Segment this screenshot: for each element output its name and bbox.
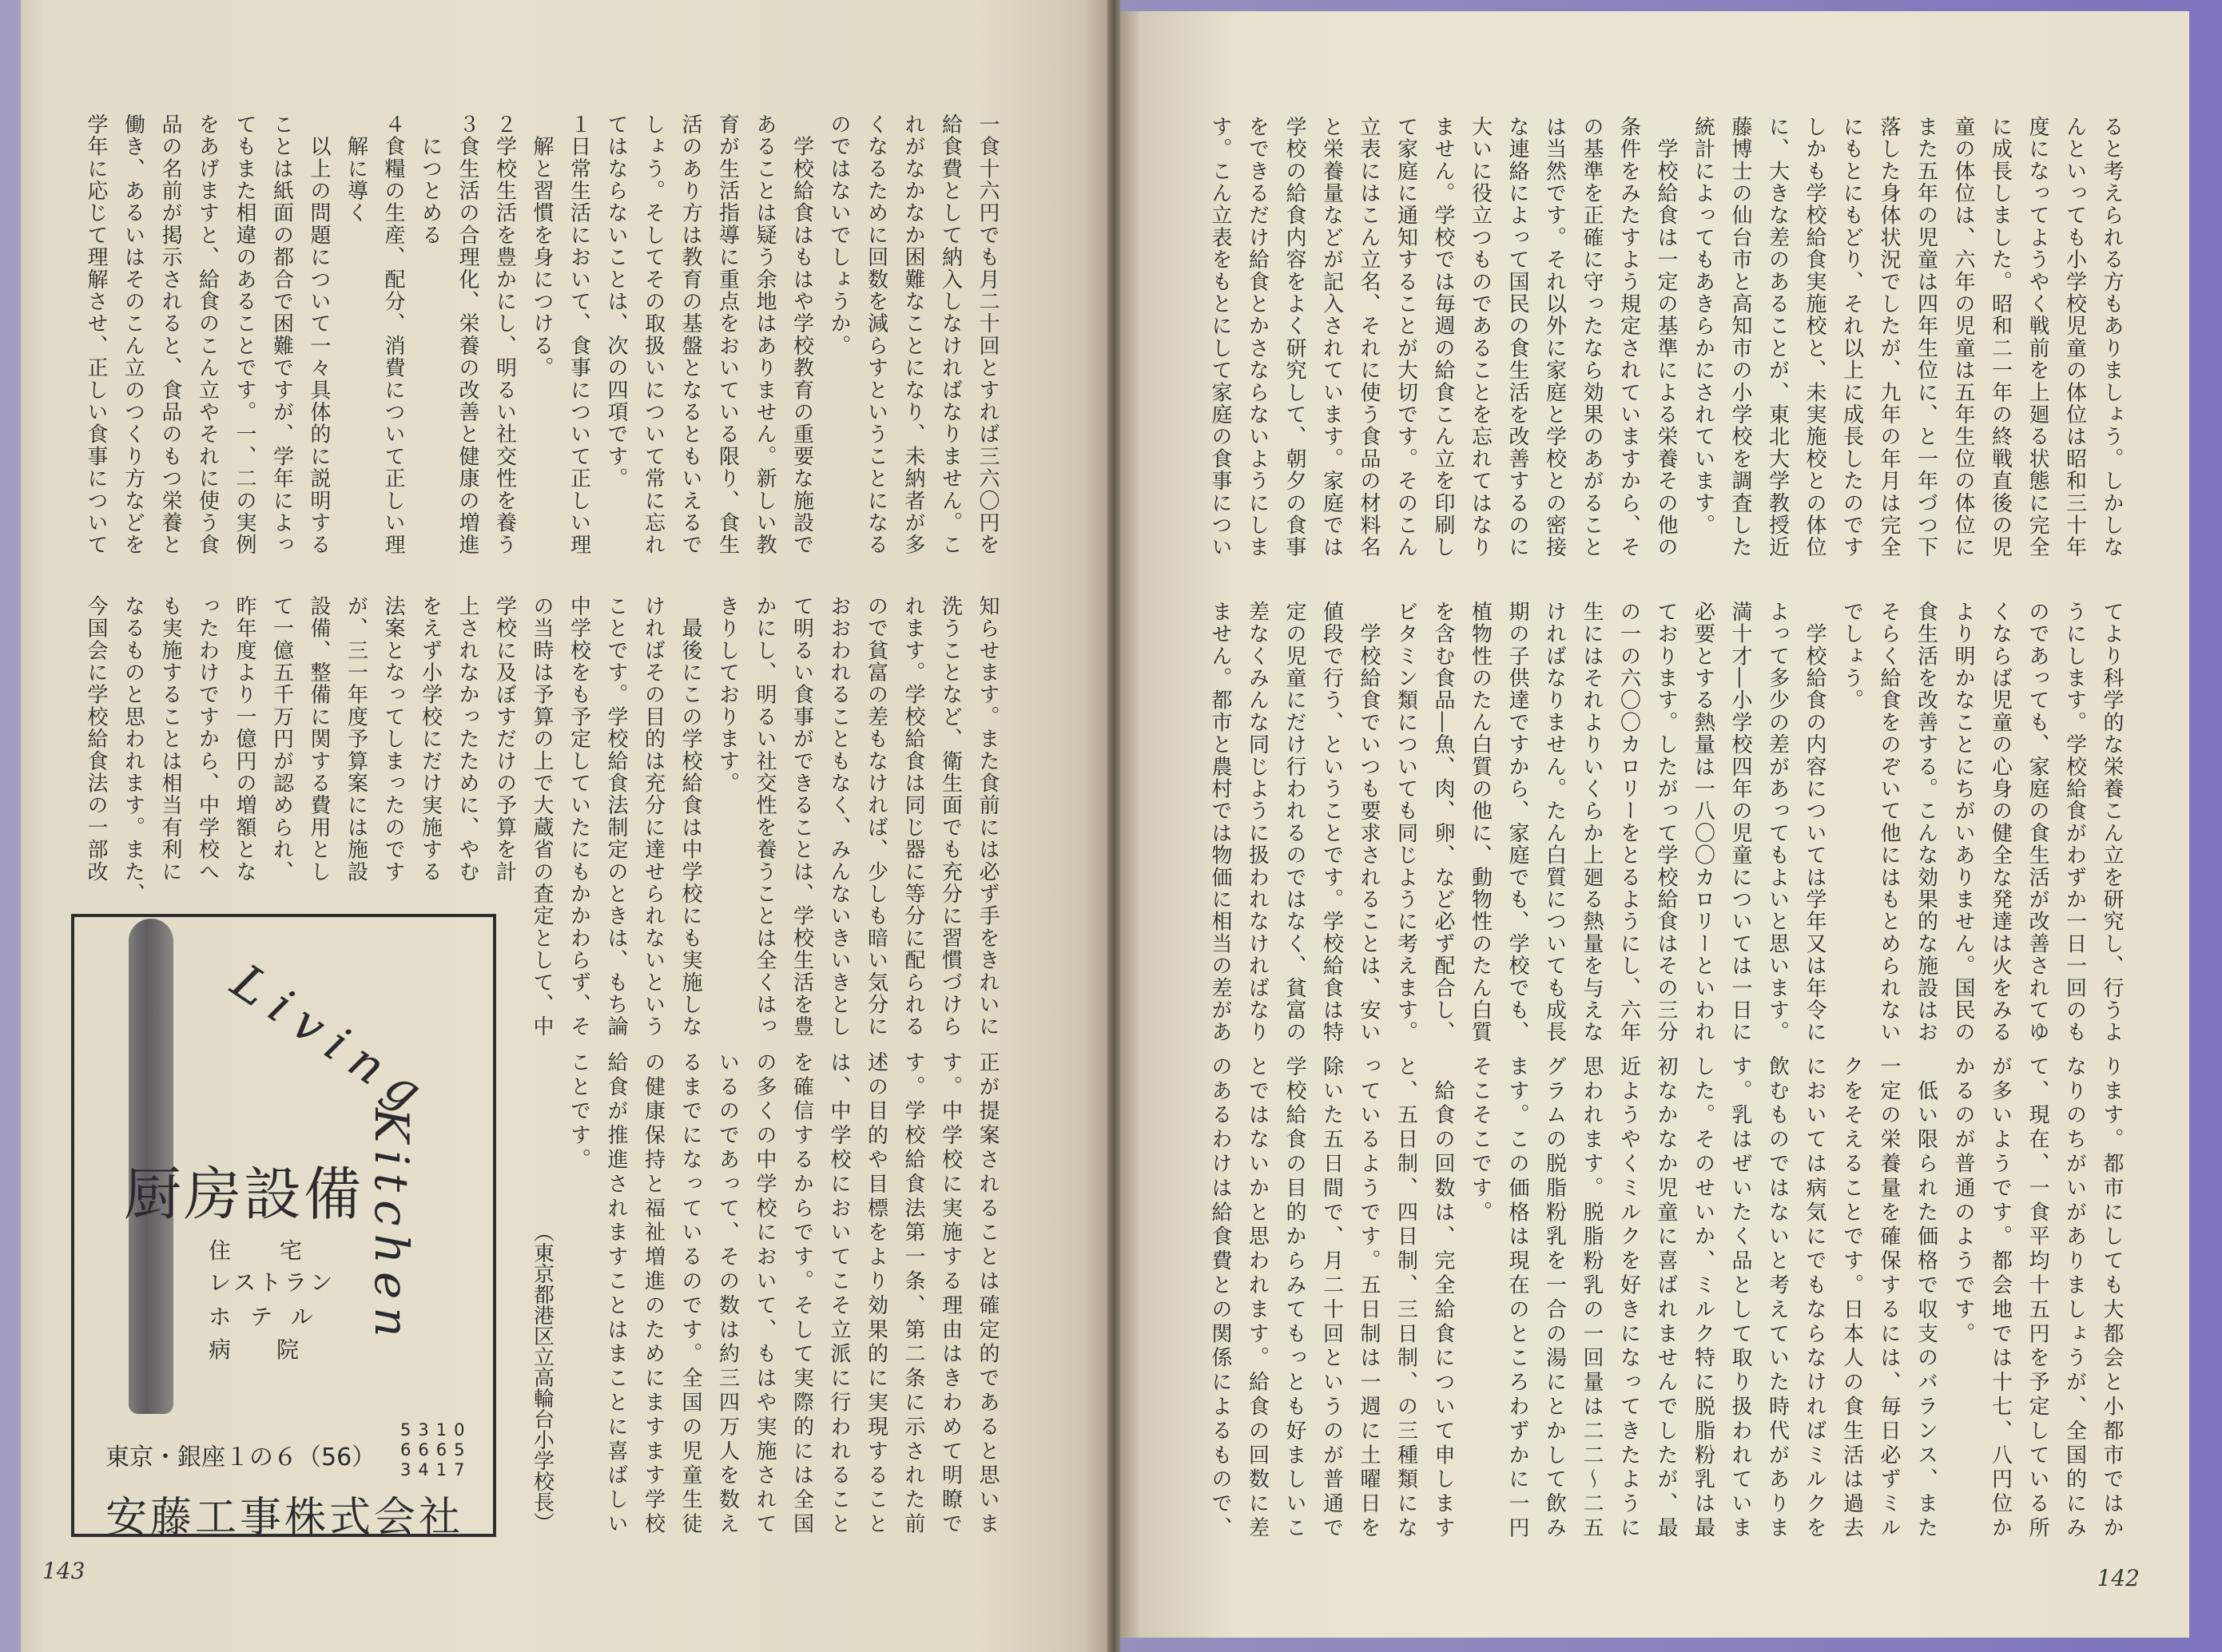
text-column: においては病気にでもならなければミルクを bbox=[1803, 1055, 1826, 1541]
ad-phone-numbers bbox=[400, 1420, 471, 1480]
text-column: は当然です。それ以外に家庭と学校との密接 bbox=[1542, 116, 1567, 558]
text-column: て、現在、一食平均十五円を予定している所 bbox=[2025, 1055, 2049, 1541]
text-column: そらく給食をのぞいて他にはもとめられない bbox=[1877, 601, 1901, 1043]
text-column: おおわれることもなく、みんないきいきとし bbox=[827, 595, 851, 1038]
text-column: 最後にこの学校給食は中学校にも実施しな bbox=[678, 595, 702, 1038]
ad-use-item: レストラン bbox=[209, 1269, 336, 1296]
text-column: 給食が推進されますことはまことに喜ばしい bbox=[604, 1051, 628, 1537]
text-column: ません。都市と農村では物価に相当の差があ bbox=[1208, 601, 1232, 1043]
author-affiliation: （東京都港区立高輪台小学校長） bbox=[530, 1221, 555, 1533]
text-column: が多いようです。都会地では十七、八円位か bbox=[1988, 1055, 2013, 1541]
text-column: 給食の回数は、完全給食について申します bbox=[1431, 1055, 1455, 1541]
text-column: 初なかなか児童に喜ばれませんでしたが、最 bbox=[1654, 1055, 1678, 1541]
text-column: が、三一年度予算案には施設 bbox=[344, 595, 368, 884]
text-column: しかも学校給食実施校と、未実施校との体位 bbox=[1803, 116, 1826, 558]
text-column: れがなかなか困難なことになり、未納者が多 bbox=[901, 113, 925, 556]
text-column: っているようです。五日制は一週に土曜日を bbox=[1357, 1055, 1381, 1541]
text-column: 差なくみんな同じように扱われなければなり bbox=[1245, 601, 1270, 1043]
text-column: 学校給食でいつも要求されることは、安い bbox=[1357, 601, 1381, 1043]
ad-heading: 厨房設備 bbox=[124, 1161, 364, 1228]
text-column: のであっても、家庭の食生活が改善されてゆ bbox=[2025, 601, 2049, 1043]
text-column: 洗うことなど、衛生面でも充分に習慣づけら bbox=[938, 595, 963, 1038]
text-column: 解と習慣を身につける。 bbox=[530, 113, 554, 379]
text-column: 飲むものではないと考えていた時代がありま bbox=[1765, 1055, 1790, 1541]
text-column: 近ようやくミルクを好きになってきたように bbox=[1616, 1055, 1641, 1541]
text-column: 今国会に学校給食法の一部改 bbox=[84, 595, 108, 884]
text-column: 食生活を改善する。こんな効果的な施設はお bbox=[1914, 601, 1938, 1043]
text-column: 値段で行う、ということです。学校給食は特 bbox=[1319, 601, 1344, 1043]
text-column: そこそこです。 bbox=[1468, 1055, 1493, 1225]
text-column: ております。したがって学校給食はその三分 bbox=[1654, 601, 1678, 1043]
text-column: ことです。学校給食法制定のときは、もち論 bbox=[604, 595, 628, 1038]
text-column: 以上の問題について一々具体的に説明する bbox=[307, 113, 331, 556]
text-column: いるのであって、その数は約三四万人を数え bbox=[715, 1051, 740, 1537]
text-column: 法案となってしまったのです bbox=[381, 595, 405, 884]
text-column: 学校給食の目的からみてもっとも好ましいこ bbox=[1282, 1055, 1306, 1541]
text-column: １日常生活において、食事について正しい理 bbox=[566, 113, 591, 556]
page-number: 142 bbox=[2097, 1565, 2140, 1591]
text-column: 落した身体状況でしたが、九年の年月は完全 bbox=[1877, 116, 1901, 558]
left-page bbox=[21, 0, 1114, 1652]
ad-company-name: 安藤工事株式会社 bbox=[105, 1494, 464, 1542]
text-column: ければなりません。たん白質についても成長 bbox=[1542, 601, 1567, 1043]
text-column: 統計によってもあきらかにされています。 bbox=[1691, 116, 1715, 537]
text-column: 給食費として納入しなければなりません。こ bbox=[938, 113, 963, 556]
text-column: てもまた相違のあることです。一、二の実例 bbox=[233, 113, 256, 556]
ad-phone-number: 6665 bbox=[400, 1440, 472, 1459]
ad-script-kitchen: Kitchen bbox=[364, 1108, 419, 1345]
text-column: ことです。 bbox=[566, 1051, 591, 1173]
text-column: す。中学校に実施する理由はきわめて明瞭で bbox=[938, 1051, 963, 1537]
text-column: の基準を正確に守ったなら効果のあがること bbox=[1580, 116, 1604, 558]
text-column: 必要とする熱量は一八〇〇カロリーといわれ bbox=[1691, 601, 1715, 1043]
text-column: をえず小学校にだけ実施する bbox=[418, 595, 443, 884]
text-column: す。乳はぜいたく品として取り扱われていま bbox=[1728, 1055, 1752, 1541]
text-column: の多くの中学校において、もはや実施されて bbox=[753, 1051, 777, 1537]
text-column: 学校給食は一定の基準による栄養その他の bbox=[1654, 116, 1678, 558]
text-column: 設備、整備に関する費用とし bbox=[307, 595, 331, 884]
text-column: 活のあり方は教育の基盤となるともいえるで bbox=[678, 113, 702, 556]
text-column: 上されなかったために、やむ bbox=[455, 595, 479, 884]
text-column: くなるために回数を減らすということになる bbox=[864, 113, 888, 556]
text-column: 定の児童にだけ行われるのではなく、貧富の bbox=[1282, 601, 1306, 1043]
text-column: 昨年度より一億円の増額とな bbox=[233, 595, 256, 884]
text-column: 学校給食はもはや学校教育の重要な施設で bbox=[789, 113, 814, 556]
text-column: てより科学的な栄養こん立を研究し、行うよ bbox=[2100, 601, 2124, 1043]
text-column: 植物性のたん白質の他に、動物性のたん白質 bbox=[1468, 601, 1493, 1043]
text-column: あることは疑う余地はありません。新しい教 bbox=[753, 113, 777, 556]
text-column: うにします。学校給食がわずか一日一回のも bbox=[2062, 601, 2087, 1043]
text-column: 除いた五日間で、月二十回というのが普通で bbox=[1319, 1055, 1344, 1541]
text-column: ければその目的は充分に達せられないという bbox=[641, 595, 666, 1038]
text-column: 度になってようやく戦前を上廻る状態に完全 bbox=[2025, 116, 2049, 558]
text-column: 一食十六円でも月二十回とすれば三六〇円を bbox=[976, 113, 1000, 556]
text-column: 一定の栄養量を確保するには、毎日必ずミル bbox=[1877, 1055, 1901, 1541]
text-column: の当時は予算の上で大蔵省の査定として、中 bbox=[530, 595, 554, 1038]
text-column: す。こん立表をもとにして家庭の食事につい bbox=[1208, 116, 1232, 558]
text-column: るまでになっているのです。全国の児童生徒 bbox=[678, 1051, 702, 1537]
text-column: しょう。そしてその取扱いについて常に忘れ bbox=[641, 113, 666, 556]
text-column: にもとにもどり、それ以上に成長したのです bbox=[1839, 116, 1864, 558]
text-column: きりしております。 bbox=[715, 595, 740, 795]
ad-address: 東京・銀座１の６（56） bbox=[105, 1444, 376, 1471]
text-column: す。学校給食法第一条、第二条に示された前 bbox=[901, 1051, 925, 1537]
text-column: て明るい食事ができることは、学校生活を豊 bbox=[789, 595, 814, 1038]
text-column: 学年に応じて理解させ、正しい食事について bbox=[84, 113, 108, 556]
advertisement bbox=[71, 914, 496, 1542]
text-column: の健康保持と福祉増進のためにますます学校 bbox=[641, 1051, 666, 1537]
ad-script-living: Living bbox=[221, 953, 442, 1128]
text-column: 働き、あるいはそのこん立のつくり方などを bbox=[121, 113, 145, 556]
text-column: は、中学校においてこそ立派に行われること bbox=[827, 1051, 851, 1537]
text-column: よって多少の差があってもよいと思います。 bbox=[1765, 601, 1790, 1043]
text-column: ことは紙面の都合で困難ですが、学年によっ bbox=[269, 113, 294, 556]
text-column: 満十才―小学校四年の児童については一日に bbox=[1728, 601, 1752, 1043]
text-column: をできるだけ給食とかさならないようにしま bbox=[1245, 116, 1270, 558]
right-page bbox=[1117, 11, 2189, 1638]
text-column: を含む食品―魚、肉、卵、など必ず配合し、 bbox=[1431, 601, 1455, 1043]
text-column: 品の名前が掲示されると、食品のもつ栄養と bbox=[158, 113, 182, 556]
text-column: なるものと思われます。また、 bbox=[121, 595, 145, 905]
upper-text-block bbox=[78, 113, 1007, 561]
text-column: 知らせます。また食前には必ず手をきれいに bbox=[976, 595, 1000, 1038]
text-column: ２学校生活を豊かにし、明るい社交性を養う bbox=[492, 113, 517, 556]
text-column: に成長しました。昭和二一年の終戦直後の児 bbox=[1988, 116, 2013, 558]
text-column: ビタミン類についても同じように考えます。 bbox=[1393, 601, 1418, 1043]
text-column: ません。学校では毎週の給食こん立を印刷し bbox=[1431, 116, 1455, 558]
text-column: な連絡によって国民の食生活を改善するのに bbox=[1505, 116, 1529, 558]
middle-text-block bbox=[1202, 601, 2131, 1048]
text-column: でしょう。 bbox=[1839, 601, 1864, 712]
text-column: 正が提案されることは確定的であると思いま bbox=[976, 1051, 1000, 1537]
ad-use-item: 住宅 bbox=[209, 1237, 352, 1264]
text-column: 条件をみたすよう規定されていますから、そ bbox=[1616, 116, 1641, 558]
text-column: なりのちがいがありましょうが、全国的にみ bbox=[2062, 1055, 2087, 1541]
text-column: 育が生活指導に重点をおいている限り、食生 bbox=[715, 113, 740, 556]
text-column: の一の六〇〇カロリーをとるようにし、六年 bbox=[1616, 601, 1641, 1043]
text-column: んといっても小学校児童の体位は昭和三十年 bbox=[2062, 116, 2087, 558]
text-column: て一億五千万円が認められ、 bbox=[269, 595, 294, 884]
text-column: 学校に及ぼすだけの予算を計 bbox=[492, 595, 517, 884]
text-column: かにし、明るい社交性を養うことは全くはっ bbox=[753, 595, 777, 1038]
text-column: て家庭に通知することが大切です。そのこん bbox=[1393, 116, 1418, 558]
text-column: をあげますと、給食のこん立やそれに使う食 bbox=[195, 113, 220, 556]
ad-phone-number: 5310 bbox=[400, 1420, 472, 1440]
text-column: のではないでしょうか。 bbox=[827, 113, 851, 357]
lower-text-block bbox=[1202, 1055, 2131, 1547]
text-column: ると考えられる方もありましょう。しかしな bbox=[2100, 116, 2124, 558]
page-number: 143 bbox=[42, 1558, 85, 1584]
text-column: 思われます。脱脂粉乳の一回量は二二～二五 bbox=[1580, 1055, 1604, 1541]
text-column: 解に導く bbox=[344, 113, 368, 224]
text-column: より明かなことにちがいありません。国民の bbox=[1951, 601, 1975, 1043]
text-column: ます。この価格は現在のところわずかに一円 bbox=[1505, 1055, 1529, 1541]
text-column: を確信するからです。そして実際的には全国 bbox=[789, 1051, 814, 1537]
text-column: れます。学校給食は同じ器に等分に配られる bbox=[901, 595, 925, 1038]
text-column: グラムの脱脂粉乳を一合の湯にとかして飲み bbox=[1542, 1055, 1567, 1541]
text-column: 立表にはこん立名、それに使う食品の材料名 bbox=[1357, 116, 1381, 558]
text-column: と、五日制、四日制、三日制、の三種類にな bbox=[1393, 1055, 1418, 1541]
text-column: 述の目的や目標をより効果的に実現すること bbox=[864, 1051, 888, 1537]
lower-text-block bbox=[560, 1051, 1006, 1543]
text-column: とではないかと思われます。給食の回数に差 bbox=[1245, 1055, 1270, 1541]
book-gutter bbox=[1107, 0, 1120, 1652]
text-column: 学校給食の内容については学年又は年令に bbox=[1803, 601, 1826, 1043]
text-column: ったわけですから、中学校へ bbox=[195, 595, 220, 884]
text-column: 藤博士の仙台市と高知市の小学校を調査した bbox=[1728, 116, 1752, 558]
text-column: てはならないことは、次の四項です。 bbox=[604, 113, 628, 490]
text-column: に、大きな差のあることが、東北大学教授近 bbox=[1765, 116, 1790, 558]
text-column: くならば児童の心身の健全な発達は火をみる bbox=[1988, 601, 2013, 1043]
ad-phone-number: 3417 bbox=[400, 1460, 472, 1479]
text-column: と栄養量などが記入されています。家庭では bbox=[1319, 116, 1344, 558]
text-column: も実施することは相当有利に bbox=[158, 595, 182, 884]
text-column: 大いに役立つものであることを忘れてはなり bbox=[1468, 116, 1493, 558]
text-column: 学校の給食内容をよく研究して、朝夕の食事 bbox=[1282, 116, 1306, 558]
text-column: 生にはそれよりいくらか上廻る熱量を与えな bbox=[1580, 601, 1604, 1043]
text-column: かるのが普通のようです。 bbox=[1951, 1055, 1975, 1347]
text-column: 期の子供達ですから、家庭でも、学校でも、 bbox=[1505, 601, 1529, 1043]
text-column: 童の体位は、六年の児童は五年生位の体位に bbox=[1951, 116, 1975, 558]
text-column: につとめる bbox=[418, 113, 443, 247]
text-column: のあるわけは給食費との関係によるもので、 bbox=[1208, 1055, 1232, 1541]
text-column: また五年の児童は四年生位に、と一年づつ下 bbox=[1914, 116, 1938, 558]
text-column: クをそえることです。日本人の食生活は過去 bbox=[1839, 1055, 1864, 1541]
text-column: ので貧富の差もなければ、少しも暗い気分に bbox=[864, 595, 888, 1038]
text-column: 低い限られた価格で収支のバランス、また bbox=[1914, 1055, 1938, 1541]
upper-text-block bbox=[1202, 116, 2131, 563]
text-column: 中学校をも予定していたにもかかわらず、そ bbox=[566, 595, 591, 1038]
ad-use-item: 病院 bbox=[209, 1336, 345, 1363]
text-column: した。そのせいか、ミルク特に脱脂粉乳は最 bbox=[1691, 1055, 1715, 1541]
text-column: ります。都市にしても大都会と小都市ではか bbox=[2100, 1055, 2124, 1541]
ad-use-item: ホテル bbox=[209, 1304, 332, 1330]
text-column: ３食生活の合理化、栄養の改善と健康の増進 bbox=[455, 113, 479, 556]
text-column: ４食糧の生産、配分、消費について正しい理 bbox=[381, 113, 405, 556]
